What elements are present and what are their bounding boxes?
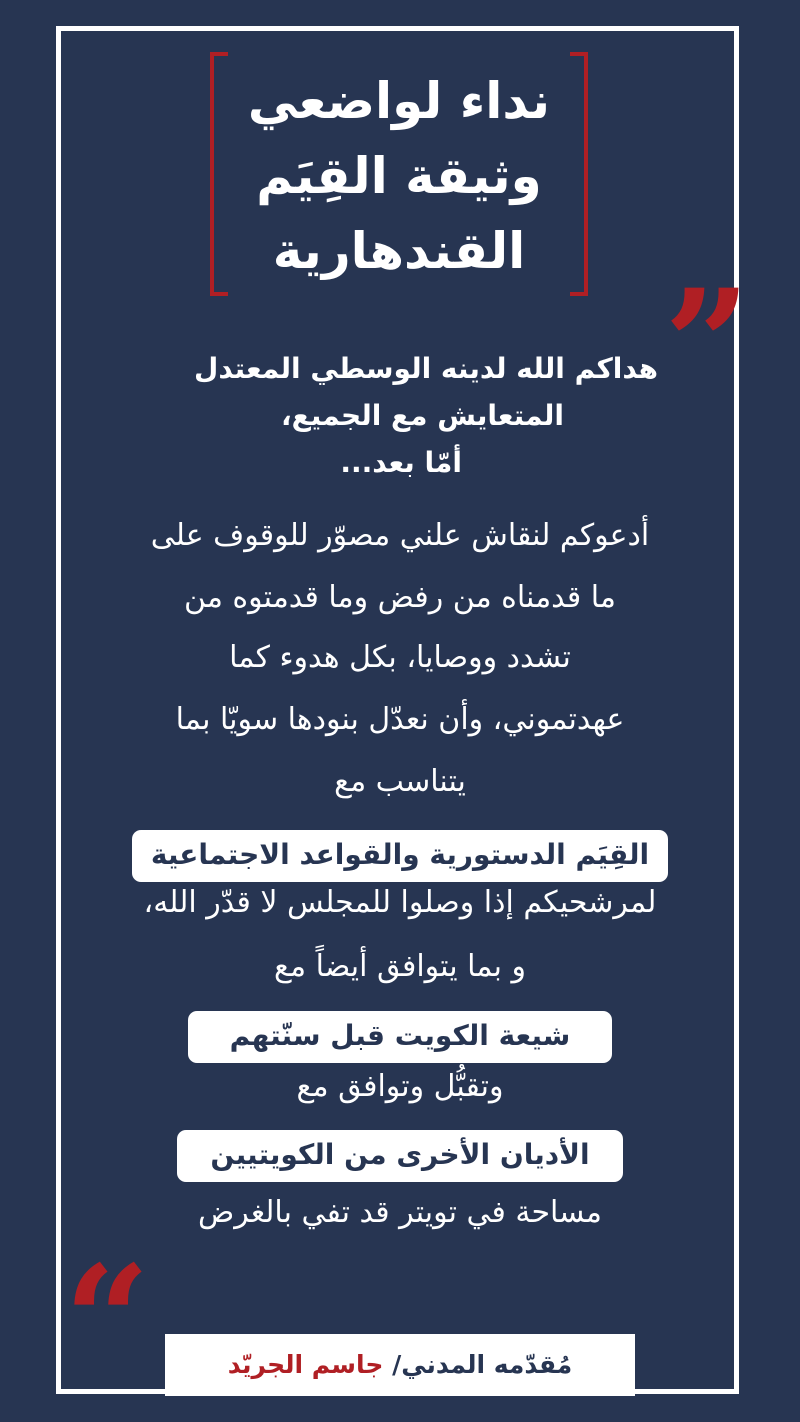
highlight-pill-religions: الأديان الأخرى من الكويتيين — [177, 1130, 623, 1182]
greeting-line-3: أمّا بعد... — [340, 446, 462, 479]
body-line-6: لمرشحيكم إذا وصلوا للمجلس لا قدّر الله، — [143, 885, 657, 920]
author-prefix: مُقدّمه المدني/ — [383, 1350, 573, 1379]
closing-quote-icon: ” — [664, 257, 751, 433]
body-line-7: و بما يتوافق أيضاً مع — [274, 949, 526, 984]
highlight-pill-shia: شيعة الكويت قبل سنّتهم — [188, 1011, 612, 1063]
body-line-9: مساحة في تويتر قد تفي بالغرض — [198, 1195, 602, 1230]
body-line-2: ما قدمناه من رفض وما قدمتوه من — [183, 580, 616, 615]
greeting-line-2: المتعايش مع الجميع، — [281, 399, 564, 432]
title-box — [210, 52, 588, 296]
highlight-pill-values: القِيَم الدستورية والقواعد الاجتماعية — [132, 830, 668, 882]
title-line-3: القندهارية — [272, 222, 526, 280]
body-line-4: عهدتموني، وأن نعدّل بنودها سويّا بما — [175, 702, 625, 737]
body-line-5: يتناسب مع — [334, 764, 466, 799]
body-line-8: وتقبُّل وتوافق مع — [296, 1069, 504, 1104]
opening-quote-icon: “ — [64, 1233, 151, 1409]
author-footer — [165, 1334, 635, 1396]
body-line-3: تشدد ووصايا، بكل هدوء كما — [229, 640, 571, 675]
body-line-1: أدعوكم لنقاش علني مصوّر للوقوف على — [150, 518, 650, 553]
greeting-line-1: هداكم الله لدينه الوسطي المعتدل — [194, 352, 658, 385]
title-line-2: وثيقة القِيَم — [256, 147, 542, 205]
title-line-1: نداء لواضعي — [247, 72, 551, 130]
author-name: جاسم الجريّد — [227, 1350, 384, 1379]
